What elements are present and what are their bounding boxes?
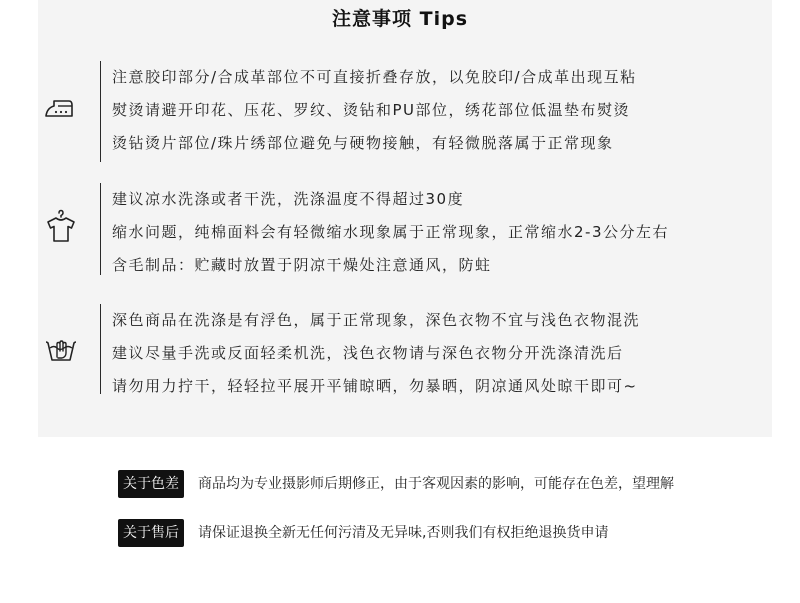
note-badge: 关于色差: [118, 470, 184, 498]
care-line: 建议凉水洗涤或者干洗，洗涤温度不得超过30度: [112, 190, 465, 208]
care-text-block: [112, 304, 640, 403]
iron-icon: [43, 91, 79, 127]
care-section-hand-wash: [38, 304, 772, 394]
care-line: 熨烫请避开印花、压花、罗纹、烫钻和PU部位，绣花部位低温垫布熨烫: [112, 101, 631, 119]
page-title: 注意事项 Tips: [332, 8, 468, 30]
care-text-block: [112, 61, 637, 160]
note-text: 商品均为专业摄影师后期修正，由于客观因素的影响，可能存在色差，望理解: [198, 476, 674, 492]
care-line: 请勿用力拧干，轻轻拉平展开平铺晾晒，勿暴晒，阴凉通风处晾干即可~: [112, 377, 638, 395]
care-line: 缩水问题，纯棉面料会有轻微缩水现象属于正常现象，正常缩水2-3公分左右: [112, 223, 670, 241]
care-section-washing: [38, 183, 772, 275]
care-line: 注意胶印部分/合成革部位不可直接折叠存放，以免胶印/合成革出现互粘: [112, 68, 637, 86]
hanging-shirt-icon: [43, 209, 79, 245]
note-text: 请保证退换全新无任何污清及无异味,否则我们有权拒绝退换货申请: [198, 525, 609, 541]
hand-wash-icon: [43, 331, 79, 367]
section-divider: [100, 304, 101, 394]
care-line: 烫钻烫片部位/珠片绣部位避免与硬物接触，有轻微脱落属于正常现象: [112, 134, 614, 152]
note-badge: 关于售后: [118, 519, 184, 547]
care-line: 含毛制品：贮藏时放置于阴凉干燥处注意通风，防蛀: [112, 256, 492, 274]
care-section-ironing: [38, 61, 772, 162]
care-text-block: [112, 183, 669, 282]
section-divider: [100, 183, 101, 275]
care-line: 建议尽量手洗或反面轻柔机洗，浅色衣物请与深色衣物分开洗涤清洗后: [112, 344, 624, 362]
section-divider: [100, 61, 101, 162]
care-line: 深色商品在洗涤是有浮色，属于正常现象，深色衣物不宜与浅色衣物混洗: [112, 311, 641, 329]
